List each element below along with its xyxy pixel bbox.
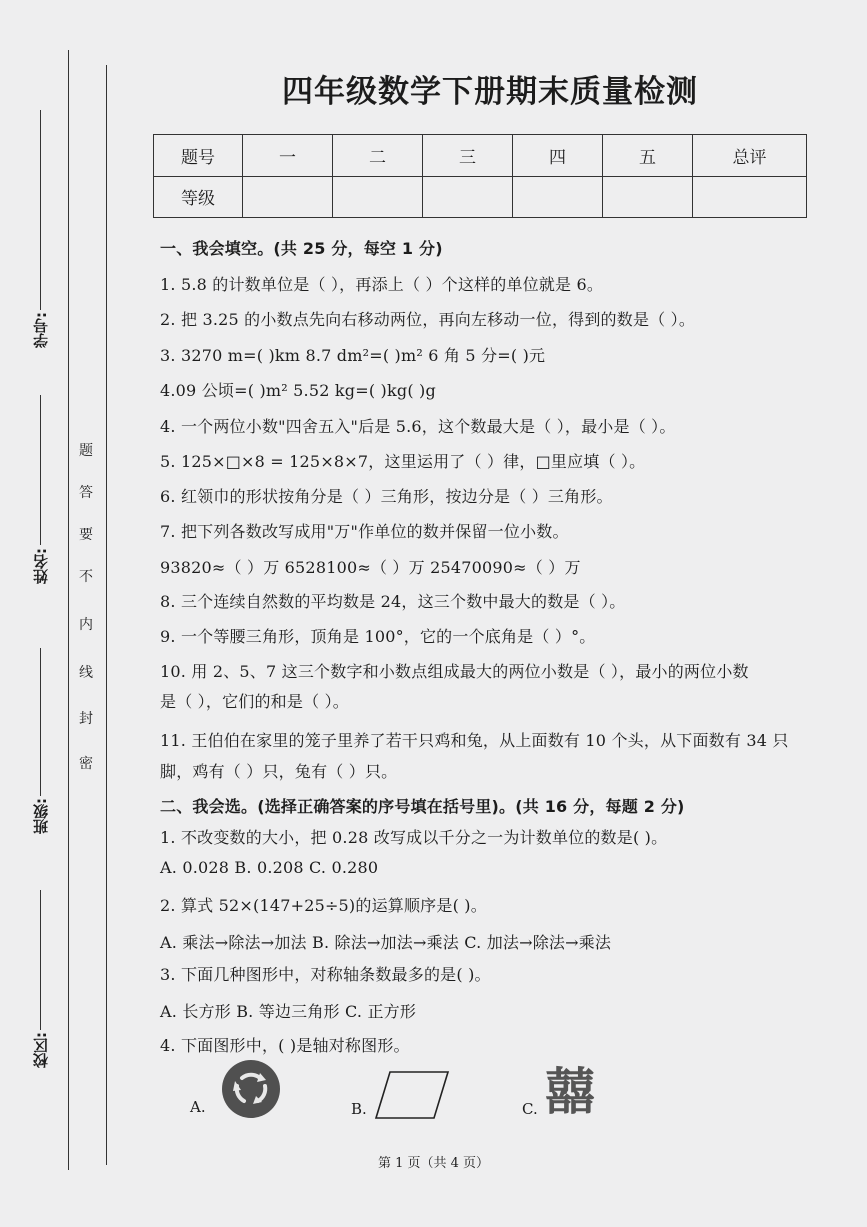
table-cell: 一 xyxy=(243,135,333,177)
question-line: 11. 王伯伯在家里的笼子里养了若干只鸡和兔，从上面数有 10 个头，从下面数有 34 只 xyxy=(160,731,789,750)
parallelogram-shape xyxy=(372,1070,452,1126)
class-blank[interactable] xyxy=(40,648,41,796)
recycle-circle-icon xyxy=(222,1060,280,1118)
double-happiness-figure: 囍 xyxy=(545,1063,589,1121)
name-label: 姓名: xyxy=(32,548,50,584)
question-line: 1. 不改变数的大小，把 0.28 改写成以千分之一为计数单位的数是( )。 xyxy=(160,828,668,847)
question-line: A. 0.028 B. 0.208 C. 0.280 xyxy=(160,858,379,877)
grade-cell[interactable] xyxy=(423,176,513,218)
question-line: 7. 把下列各数改写成用"万"作单位的数并保留一位小数。 xyxy=(160,522,569,541)
grade-cell[interactable] xyxy=(333,176,423,218)
question-line: 脚，鸡有（ ）只，兔有（ ）只。 xyxy=(160,762,398,781)
question-line: 10. 用 2、5、7 这三个数字和小数点组成最大的两位小数是（ ），最小的两位小数 xyxy=(160,662,749,681)
question-line: 4.09 公顷=( )m² 5.52 kg=( )kg( )g xyxy=(160,381,436,400)
grade-cell[interactable] xyxy=(243,176,333,218)
campus-label: 校区: xyxy=(32,1032,50,1068)
table-cell: 四 xyxy=(513,135,603,177)
seal-char: 密 xyxy=(79,756,93,772)
grade-cell[interactable] xyxy=(603,176,693,218)
question-line: 1. 5.8 的计数单位是（ ），再添上（ ）个这样的单位就是 6。 xyxy=(160,275,604,294)
question-line: 是（ ），它们的和是（ ）。 xyxy=(160,692,349,711)
table-cell: 总评 xyxy=(693,135,807,177)
seal-char: 题 xyxy=(79,443,93,459)
question-line: 9. 一个等腰三角形，顶角是 100°，它的一个底角是（ ）°。 xyxy=(160,627,596,646)
binding-line-inner xyxy=(106,65,107,1165)
table-cell: 二 xyxy=(333,135,423,177)
question-line: 4. 下面图形中，( )是轴对称图形。 xyxy=(160,1036,410,1055)
question-line: A. 长方形 B. 等边三角形 C. 正方形 xyxy=(160,1002,417,1021)
section-heading: 二、我会选。(选择正确答案的序号填在括号里)。(共 16 分，每题 2 分) xyxy=(160,797,685,816)
seal-char: 答 xyxy=(79,485,93,501)
seal-char: 内 xyxy=(79,617,93,633)
page-title: 四年级数学下册期末质量检测 xyxy=(282,74,698,110)
question-line: 5. 125×□×8 = 125×8×7，这里运用了（ ）律，□里应填（ ）。 xyxy=(160,452,646,471)
page-footer: 第 1 页（共 4 页） xyxy=(377,1156,490,1171)
student-id-blank[interactable] xyxy=(40,110,41,310)
score-table-header-row xyxy=(154,135,807,177)
seal-char: 封 xyxy=(79,711,93,727)
score-table xyxy=(153,134,807,218)
binding-line-outer xyxy=(68,50,69,1170)
question-line: 93820≈（ ）万 6528100≈（ ）万 25470090≈（ ）万 xyxy=(160,558,581,577)
grade-cell[interactable] xyxy=(693,176,807,218)
section-heading: 一、我会填空。(共 25 分，每空 1 分) xyxy=(160,239,443,258)
student-id-label: 学号: xyxy=(32,312,50,348)
question-line: 8. 三个连续自然数的平均数是 24，这三个数中最大的数是（ ）。 xyxy=(160,592,626,611)
question-line: 3. 3270 m=( )km 8.7 dm²=( )m² 6 角 5 分=( )元 xyxy=(160,346,546,365)
question-line: 2. 算式 52×(147+25÷5)的运算顺序是( )。 xyxy=(160,896,487,915)
seal-char: 要 xyxy=(79,527,93,543)
question-line: 4. 一个两位小数"四舍五入"后是 5.6，这个数最大是（ ），最小是（ ）。 xyxy=(160,417,676,436)
question-line: A. 乘法→除法→加法 B. 除法→加法→乘法 C. 加法→除法→乘法 xyxy=(160,933,612,952)
question-line: 6. 红领巾的形状按角分是（ ）三角形，按边分是（ ）三角形。 xyxy=(160,487,613,506)
option-a-label: A. xyxy=(190,1098,206,1116)
table-cell: 五 xyxy=(603,135,693,177)
grade-cell[interactable] xyxy=(513,176,603,218)
seal-char: 不 xyxy=(79,569,93,585)
name-blank[interactable] xyxy=(40,395,41,545)
score-table-grade-row xyxy=(154,176,807,218)
table-cell: 等级 xyxy=(154,176,243,218)
option-b-label: B. xyxy=(351,1100,367,1118)
class-label: 班级: xyxy=(32,798,50,834)
question-line: 3. 下面几种图形中，对称轴条数最多的是( )。 xyxy=(160,965,491,984)
table-cell: 题号 xyxy=(154,135,243,177)
question-line: 2. 把 3.25 的小数点先向右移动两位，再向左移动一位，得到的数是（ ）。 xyxy=(160,310,696,329)
seal-char: 线 xyxy=(79,665,93,681)
campus-blank[interactable] xyxy=(40,890,41,1030)
table-cell: 三 xyxy=(423,135,513,177)
option-c-label: C. xyxy=(522,1100,538,1118)
